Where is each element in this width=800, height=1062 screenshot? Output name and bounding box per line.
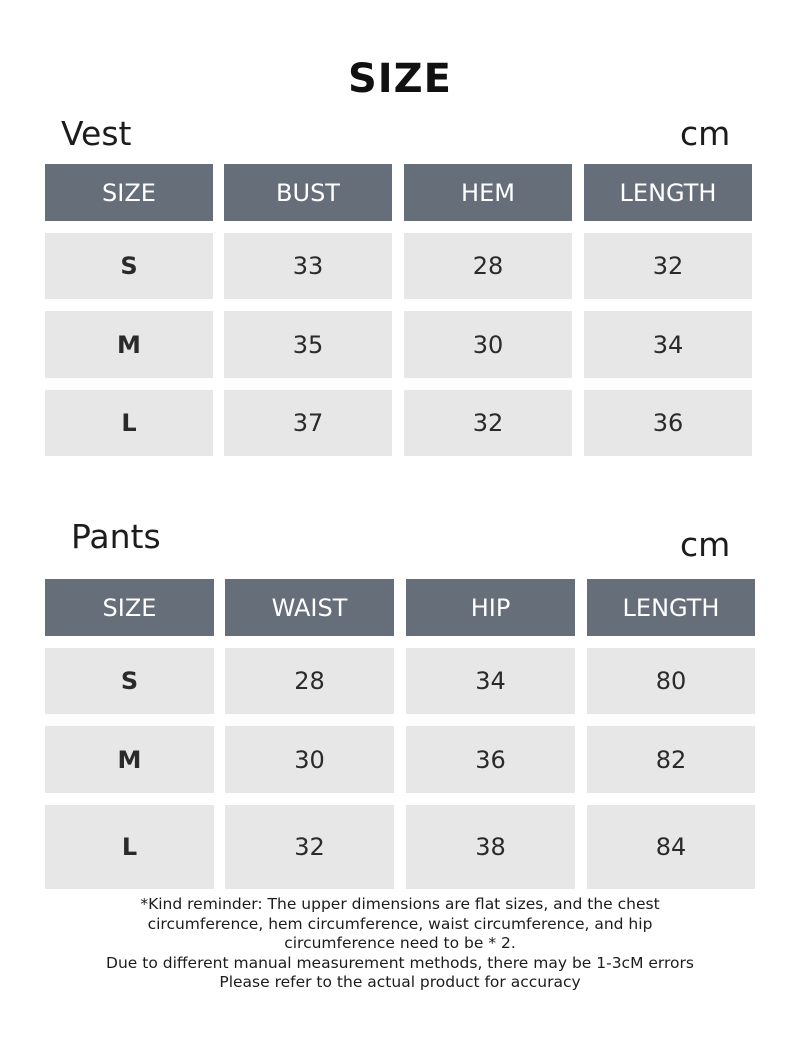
measurement-cell: 28: [404, 233, 572, 299]
measurement-cell: 37: [224, 390, 392, 456]
measurement-cell: 84: [587, 805, 755, 889]
note-line: circumference, hem circumference, waist circumference, and hip: [147, 914, 653, 933]
size-cell: L: [45, 805, 214, 889]
header-cell: BUST: [224, 164, 392, 221]
header-cell: HEM: [404, 164, 572, 221]
size-cell: L: [45, 390, 213, 456]
measurement-cell: 30: [404, 311, 572, 378]
size-cell: M: [45, 311, 213, 378]
measurement-cell: 32: [404, 390, 572, 456]
size-cell: S: [45, 233, 213, 299]
page-title: SIZE: [347, 56, 453, 102]
measurement-cell: 82: [587, 726, 755, 793]
measurement-cell: 36: [406, 726, 575, 793]
vest-label: Vest: [61, 114, 132, 153]
measurement-cell: 36: [584, 390, 752, 456]
measurement-cell: 32: [225, 805, 394, 889]
note-line: Due to different manual measurement methods, there may be 1-3cM errors: [106, 953, 694, 972]
header-cell: HIP: [406, 579, 575, 636]
header-cell: LENGTH: [587, 579, 755, 636]
measurement-cell: 33: [224, 233, 392, 299]
header-cell: LENGTH: [584, 164, 752, 221]
header-cell: SIZE: [45, 164, 213, 221]
measurement-cell: 34: [406, 648, 575, 714]
header-cell: SIZE: [45, 579, 214, 636]
pants-label: Pants: [71, 517, 161, 556]
size-cell: S: [45, 648, 214, 714]
measurement-cell: 30: [225, 726, 394, 793]
pants-unit-label: cm: [680, 525, 731, 564]
vest-unit-label: cm: [680, 114, 731, 153]
note-line: *Kind reminder: The upper dimensions are flat sizes, and the chest: [140, 895, 660, 913]
measurement-cell: 80: [587, 648, 755, 714]
reminder-note: [60, 895, 740, 993]
note-line: Please refer to the actual product for accuracy: [219, 973, 581, 991]
note-line: circumference need to be * 2.: [284, 934, 516, 952]
size-cell: M: [45, 726, 214, 793]
measurement-cell: 28: [225, 648, 394, 714]
measurement-cell: 34: [584, 311, 752, 378]
measurement-cell: 35: [224, 311, 392, 378]
measurement-cell: 38: [406, 805, 575, 889]
header-cell: WAIST: [225, 579, 394, 636]
measurement-cell: 32: [584, 233, 752, 299]
